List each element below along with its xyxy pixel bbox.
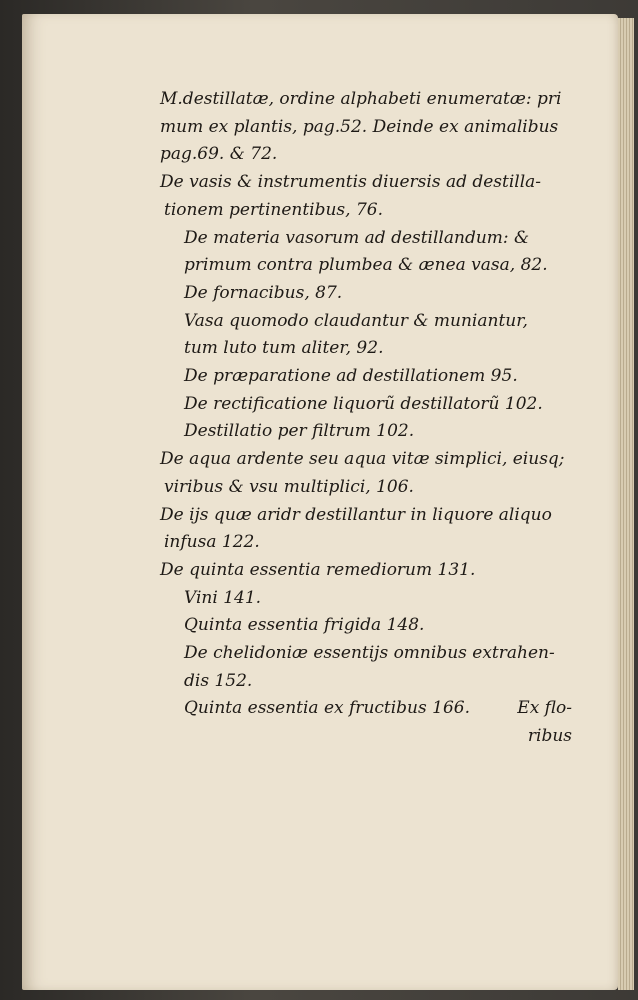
page-edges (618, 18, 634, 990)
text-line: De vasis & instrumentis diuersis ad destilla- (160, 172, 542, 193)
text-line: mum ex plantis, pag.52. Deinde ex animalibus (160, 116, 559, 137)
last-text-line (160, 695, 572, 723)
text-line-right: Ex flo- (517, 698, 572, 719)
text-line: viribus & vsu multiplici, 106. (164, 476, 414, 497)
text-line: De quinta essentia remediorum 131. (160, 559, 476, 580)
text-line: Vasa quomodo claudantur & muniantur, (184, 310, 528, 331)
text-line: De ijs quæ aridr destillantur in liquore aliquo (160, 504, 552, 525)
text-line: M.destillatæ, ordine alphabeti enumeratæ: pri (160, 89, 562, 109)
text-line: De præparatione ad destillationem 95. (184, 366, 518, 387)
text-line: De chelidoniæ essentijs omnibus extrahen- (184, 643, 555, 664)
text-line: infusa 122. (164, 532, 260, 553)
text-line: tionem pertinentibus, 76. (164, 199, 383, 220)
text-line: Destillatio per filtrum 102. (184, 421, 415, 442)
text-line: De rectificatione liquorũ destillatorũ 102. (184, 393, 543, 414)
text-line: De fornacibus, 87. (184, 282, 343, 303)
text-line: De materia vasorum ad destillandum: & (184, 227, 530, 248)
text-line: tum luto tum aliter, 92. (184, 338, 384, 359)
text-line: dis 152. (184, 670, 253, 691)
text-line-left: Quinta essentia ex fructibus 166. (184, 698, 470, 719)
text-line: Quinta essentia frigida 148. (184, 615, 425, 636)
text-line: De aqua ardente seu aqua vitæ simplici, eiusq; (160, 449, 565, 470)
text-line: primum contra plumbea & ænea vasa, 82. (184, 255, 548, 276)
index-text-block (160, 86, 572, 751)
text-line: pag.69. & 72. (160, 144, 278, 165)
catchword: ribus (527, 726, 572, 747)
text-line: Vini 141. (184, 587, 262, 608)
